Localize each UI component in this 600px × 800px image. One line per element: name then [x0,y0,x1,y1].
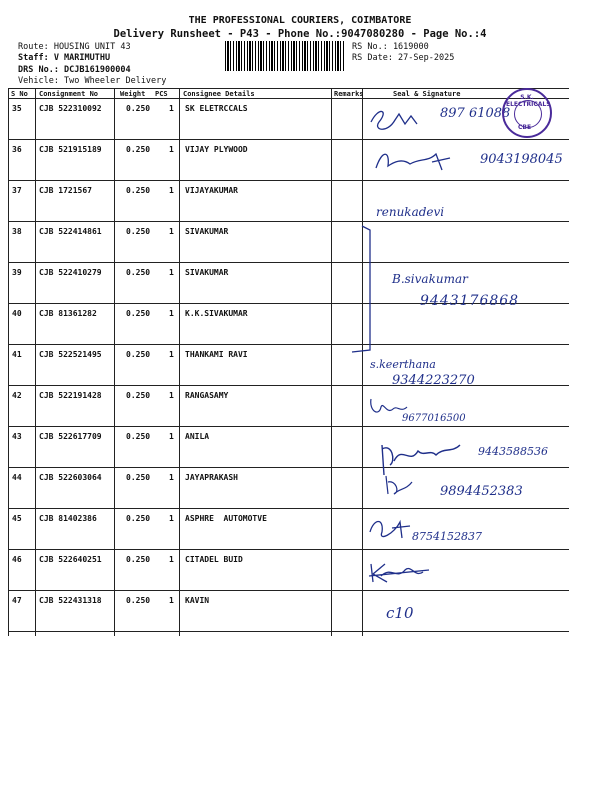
drs-number: DRS No.: DCJB161900004 [18,65,131,75]
rs-number: RS No.: 1619000 [352,42,429,52]
row-consignee: THANKAMI RAVI [185,350,248,359]
remarks-bracket [340,222,380,357]
signature-row-36 [372,140,472,180]
row-pcs: 1 [169,391,174,400]
row-weight: 0.250 [126,350,151,359]
row-pcs: 1 [169,432,174,441]
row-pcs: 1 [169,227,174,236]
row-consignee: SK ELETRCCALS [185,104,248,113]
handwritten-phone-40: 9443176868 [420,293,520,309]
handwritten-phone-36: 9043198045 [480,152,563,167]
col-sno: S No [11,90,28,98]
col-pcs: PCS [155,90,168,98]
row-weight: 0.250 [126,555,151,564]
row-consignee: ASPHRE AUTOMOTVE [185,514,267,523]
col-consignment: Consignment No [39,90,99,98]
handwritten-name-39: B.sivakumar [392,272,468,286]
row-weight: 0.250 [126,432,151,441]
row-sno: 37 [12,186,22,195]
document-title: THE PROFESSIONAL COURIERS, COIMBATORE [188,15,412,26]
col-remarks: Remarks [334,90,364,98]
handwritten-phone-44: 9894452383 [440,484,523,499]
handwritten-phone-45: 8754152837 [412,530,482,543]
row-pcs: 1 [169,268,174,277]
row-consignee: VIJAYAKUMAR [185,186,238,195]
row-sno: 39 [12,268,22,277]
rs-date: RS Date: 27-Sep-2025 [352,53,455,63]
row-consignment-no: CJB 522603064 [39,473,102,482]
handwritten-name-41: s.keerthana [370,358,436,371]
row-consignee: CITADEL BUID [185,555,243,564]
runsheet-table [8,88,569,636]
row-sno: 47 [12,596,22,605]
row-sno: 35 [12,104,22,113]
handwritten-phone-41: 9344223270 [392,373,475,388]
handwritten-phone-42: 9677016500 [402,413,466,424]
row-sno: 41 [12,350,22,359]
row-weight: 0.250 [126,186,151,195]
row-consignment-no: CJB 522410279 [39,268,102,277]
signature-row-45 [366,512,416,544]
barcode [225,41,345,71]
route: Route: HOUSING UNIT 43 [18,42,131,52]
row-consignment-no: CJB 522191428 [39,391,102,400]
staff: Staff: V MARIMUTHU [18,53,111,63]
row-consignee: K.K.SIVAKUMAR [185,309,248,318]
row-consignment-no: CJB 522310092 [39,104,102,113]
row-pcs: 1 [169,596,174,605]
row-weight: 0.250 [126,391,151,400]
row-weight: 0.250 [126,268,151,277]
row-consignment-no: CJB 522521495 [39,350,102,359]
handwritten-mark-47: c10 [386,604,414,622]
row-weight: 0.250 [126,104,151,113]
handwritten-name-37: renukadevi [376,205,445,219]
handwritten-phone-35: 897 61088 [440,106,511,121]
signature-row-46 [365,558,445,588]
signature-row-44 [380,470,420,500]
row-sno: 42 [12,391,22,400]
col-weight: Weight [120,90,146,98]
row-weight: 0.250 [126,309,151,318]
row-consignee: ANILA [185,432,210,441]
row-weight: 0.250 [126,473,151,482]
row-consignee: KAVIN [185,596,210,605]
row-sno: 40 [12,309,22,318]
row-consignment-no: CJB 81361282 [39,309,97,318]
row-consignment-no: CJB 522640251 [39,555,102,564]
vehicle: Vehicle: Two Wheeler Delivery [18,76,167,86]
row-pcs: 1 [169,514,174,523]
row-weight: 0.250 [126,227,151,236]
company-seal: S.K. ELECTRICALS CBE [502,88,552,138]
row-pcs: 1 [169,555,174,564]
row-consignee: JAYAPRAKASH [185,473,238,482]
row-sno: 46 [12,555,22,564]
row-weight: 0.250 [126,145,151,154]
row-consignment-no: CJB 521915189 [39,145,102,154]
row-consignment-no: CJB 522414861 [39,227,102,236]
row-sno: 38 [12,227,22,236]
document-subtitle: Delivery Runsheet - P43 - Phone No.:9047080280 - Page No.:4 [113,28,487,40]
row-consignee: SIVAKUMAR [185,268,229,277]
row-pcs: 1 [169,186,174,195]
row-pcs: 1 [169,145,174,154]
row-consignee: RANGASAMY [185,391,229,400]
row-pcs: 1 [169,473,174,482]
row-consignment-no: CJB 1721567 [39,186,92,195]
row-consignee: VIJAY PLYWOOD [185,145,248,154]
row-pcs: 1 [169,104,174,113]
handwritten-phone-43: 9443588536 [478,445,548,458]
row-weight: 0.250 [126,514,151,523]
col-consignee: Consignee Details [183,90,255,98]
row-consignment-no: CJB 522431318 [39,596,102,605]
row-sno: 45 [12,514,22,523]
row-weight: 0.250 [126,596,151,605]
row-sno: 43 [12,432,22,441]
row-consignee: SIVAKUMAR [185,227,229,236]
col-seal-signature: Seal & Signature [393,90,461,98]
row-consignment-no: CJB 522617709 [39,432,102,441]
row-pcs: 1 [169,350,174,359]
row-pcs: 1 [169,309,174,318]
row-sno: 36 [12,145,22,154]
row-sno: 44 [12,473,22,482]
row-consignment-no: CJB 81402386 [39,514,97,523]
